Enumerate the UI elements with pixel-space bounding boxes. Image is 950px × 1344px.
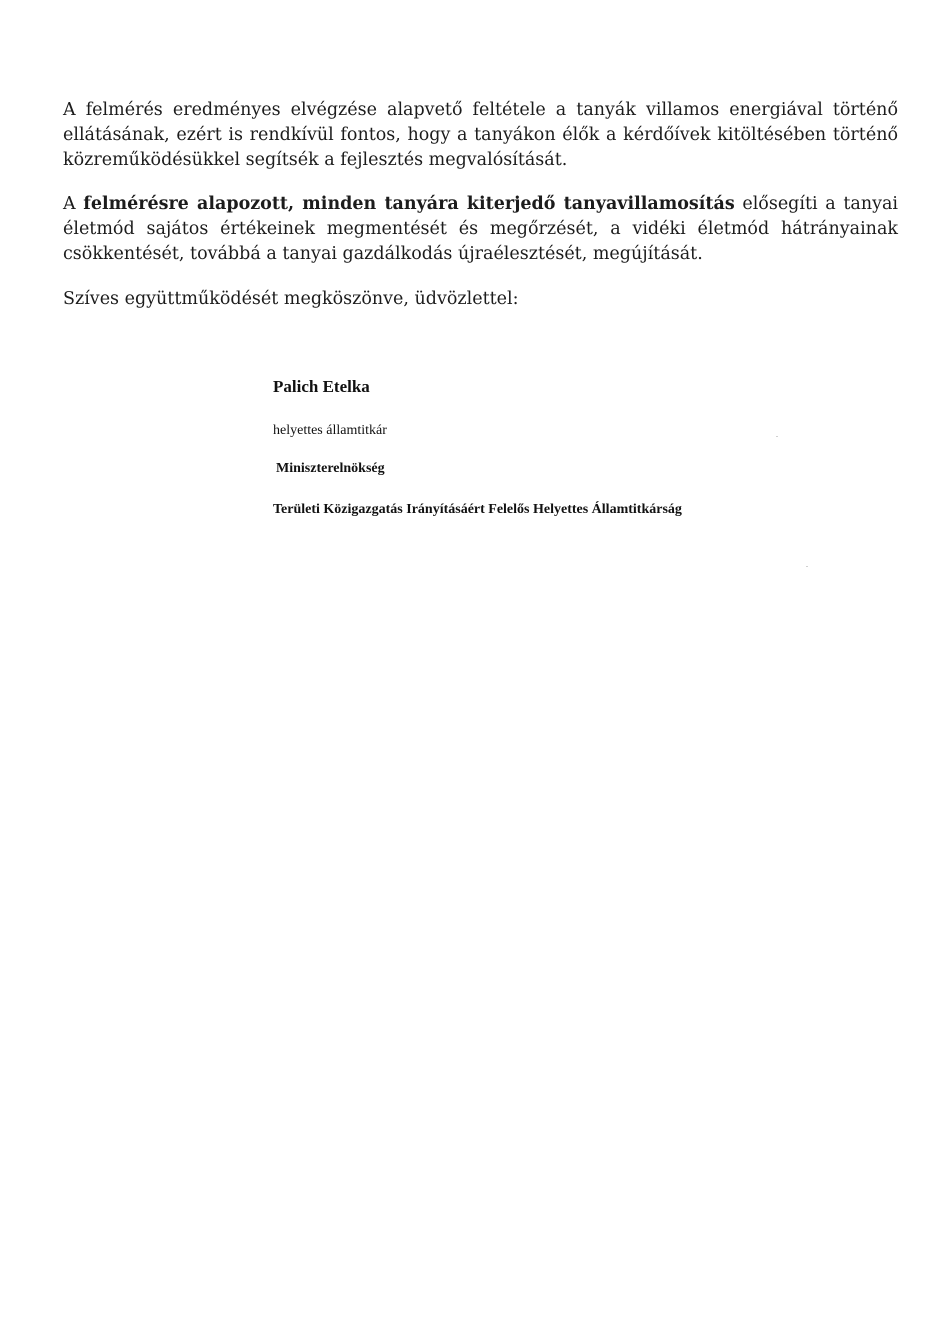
- signatory-name: Palich Etelka: [273, 377, 370, 396]
- signatory-title: helyettes államtitkár: [273, 423, 387, 438]
- scan-speck: [776, 436, 778, 437]
- paragraph-lead: A: [63, 194, 84, 214]
- paragraph-rest: elősegíti a tanyai életmód sajátos értékeinek megmentését és megőrzését, a vidéki életmód hátrányainak csökkentését, továbbá a tanyai gazdálkodás újraélesztését, megújítását.: [63, 194, 899, 264]
- signatory-unit: Területi Közigazgatás Irányításáért Felelős Helyettes Államtitkárság: [273, 502, 682, 517]
- paragraph-bold-phrase: felmérésre alapozott, minden tanyára kiterjedő tanyavillamosítás: [83, 194, 735, 214]
- paragraph-electrification-benefits: [63, 192, 898, 267]
- scan-speck: [806, 566, 808, 567]
- closing-greeting: Szíves együttműködését megköszönve, üdvözlettel:: [63, 289, 519, 309]
- signatory-organization: Miniszterelnökség: [276, 461, 385, 476]
- paragraph-survey-importance: A felmérés eredményes elvégzése alapvető feltétele a tanyák villamos energiával történő ellátásának, ezért is rendkívül fontos, hogy a tanyákon élők a kérdőívek kitöltésében történő közreműködésükkel segítsék a fejlesztés megvalósítását.: [63, 100, 898, 170]
